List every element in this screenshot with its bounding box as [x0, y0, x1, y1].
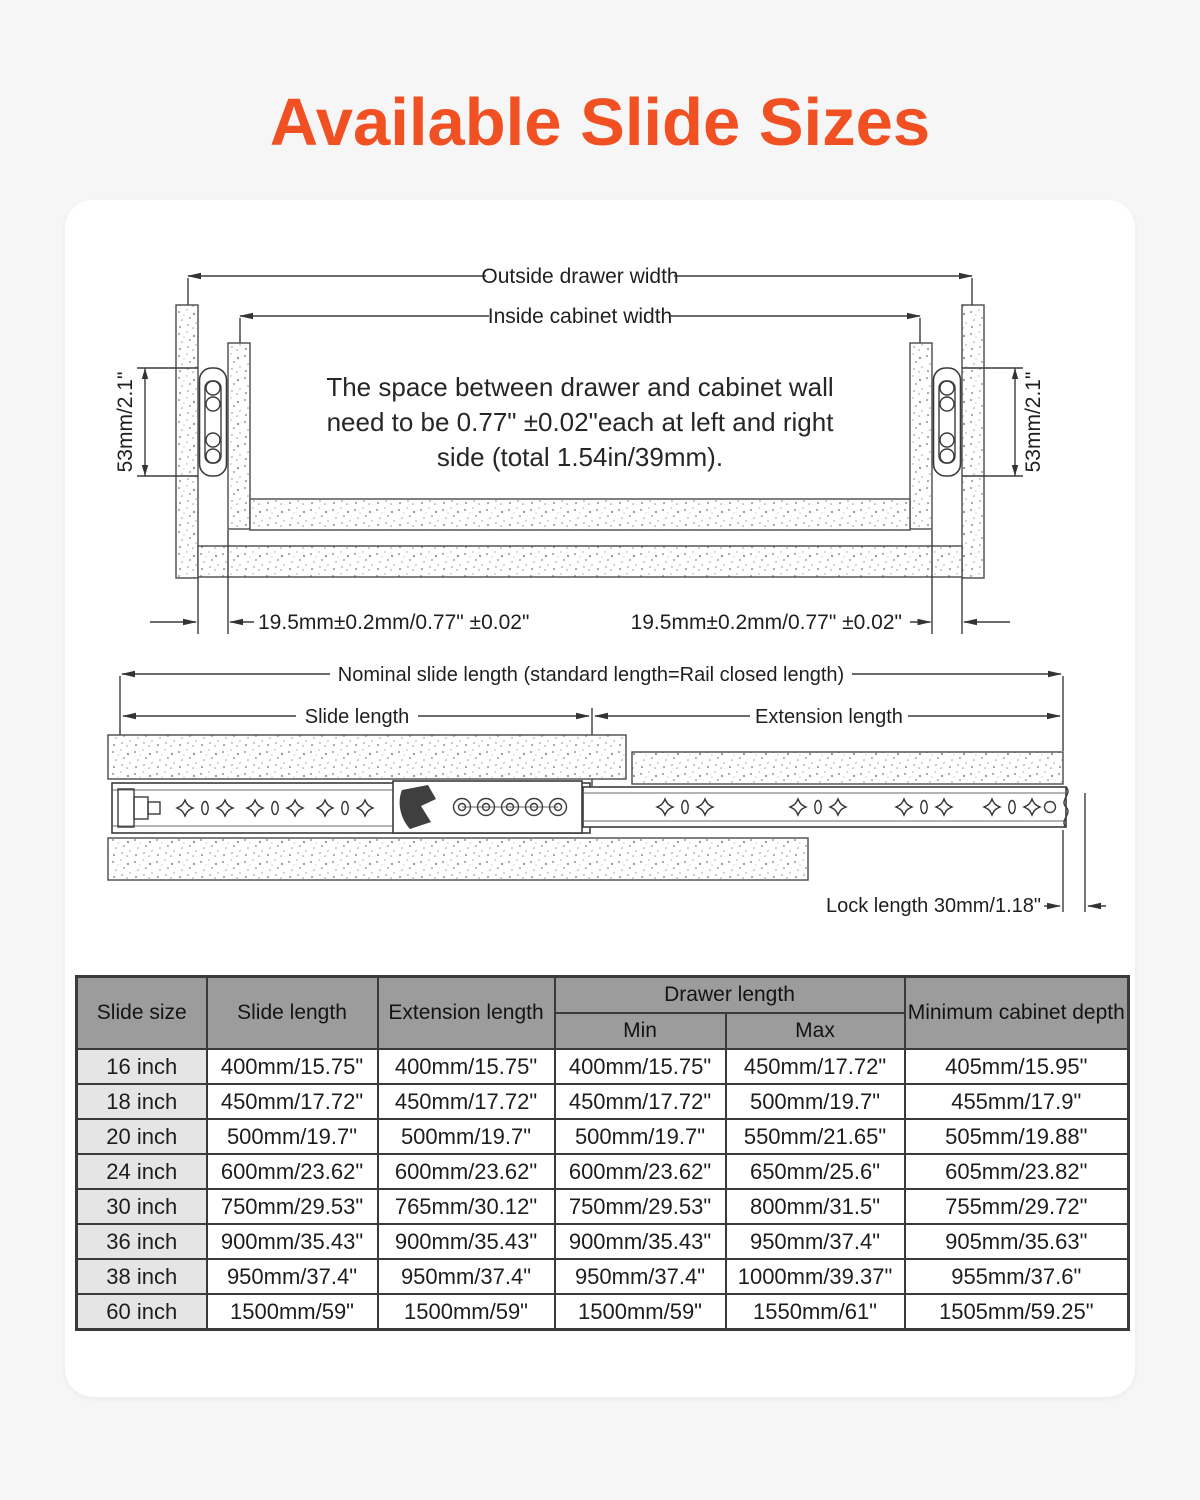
- bottom-clearance-left-label: 19.5mm±0.2mm/0.77" ±0.02": [258, 611, 530, 634]
- cell-drawer-min: 750mm/29.53": [555, 1189, 726, 1224]
- cell-cabinet-depth: 755mm/29.72": [905, 1189, 1129, 1224]
- dimension-inside-cabinet-width: [240, 305, 920, 344]
- cell-drawer-min: 450mm/17.72": [555, 1084, 726, 1119]
- cell-slide-size: 30 inch: [77, 1189, 207, 1224]
- cell-cabinet-depth: 405mm/15.95": [905, 1049, 1129, 1084]
- cell-drawer-min: 950mm/37.4": [555, 1259, 726, 1294]
- cell-extension-length: 900mm/35.43": [378, 1224, 555, 1259]
- slide-length-diagram: [65, 650, 1135, 940]
- cell-cabinet-depth: 505mm/19.88": [905, 1119, 1129, 1154]
- cell-extension-length: 450mm/17.72": [378, 1084, 555, 1119]
- cell-slide-length: 750mm/29.53": [207, 1189, 378, 1224]
- cell-extension-length: 400mm/15.75": [378, 1049, 555, 1084]
- cell-extension-length: 500mm/19.7": [378, 1119, 555, 1154]
- outside-drawer-width-label: Outside drawer width: [481, 265, 679, 288]
- cell-extension-length: 950mm/37.4": [378, 1259, 555, 1294]
- cell-slide-length: 1500mm/59": [207, 1294, 378, 1330]
- cell-slide-length: 950mm/37.4": [207, 1259, 378, 1294]
- cell-slide-size: 36 inch: [77, 1224, 207, 1259]
- col-header-min: Min: [555, 1013, 726, 1049]
- cell-slide-length: 600mm/23.62": [207, 1154, 378, 1189]
- lock-length-label: Lock length 30mm/1.18": [826, 895, 1041, 917]
- table-row: [77, 1119, 1129, 1154]
- cell-extension-length: 600mm/23.62": [378, 1154, 555, 1189]
- cell-slide-size: 20 inch: [77, 1119, 207, 1154]
- cell-slide-size: 60 inch: [77, 1294, 207, 1330]
- cell-cabinet-depth: 905mm/35.63": [905, 1224, 1129, 1259]
- table-row: [77, 1049, 1129, 1084]
- cell-slide-size: 38 inch: [77, 1259, 207, 1294]
- slide-cross-section-left: [200, 368, 227, 476]
- cell-drawer-max: 800mm/31.5": [726, 1189, 905, 1224]
- cell-cabinet-depth: 1505mm/59.25": [905, 1294, 1129, 1330]
- cell-drawer-max: 1550mm/61": [726, 1294, 905, 1330]
- col-header-drawer-length: Drawer length: [555, 977, 905, 1014]
- cell-slide-length: 500mm/19.7": [207, 1119, 378, 1154]
- col-header-max: Max: [726, 1013, 905, 1049]
- table-row: [77, 1224, 1129, 1259]
- slide-rail-drawing: [112, 781, 1068, 833]
- col-header-min-cabinet-depth: Minimum cabinet depth: [905, 977, 1129, 1050]
- cell-slide-length: 400mm/15.75": [207, 1049, 378, 1084]
- col-header-slide-size: Slide size: [77, 977, 207, 1050]
- col-header-extension-length: Extension length: [378, 977, 555, 1050]
- slide-sizes-table: [75, 975, 1130, 1331]
- cell-slide-size: 16 inch: [77, 1049, 207, 1084]
- note-line-3: side (total 1.54in/39mm).: [436, 442, 724, 472]
- cell-drawer-min: 900mm/35.43": [555, 1224, 726, 1259]
- cell-drawer-max: 450mm/17.72": [726, 1049, 905, 1084]
- cell-slide-size: 18 inch: [77, 1084, 207, 1119]
- side-clearance-right-label: 53mm/2.1": [1022, 371, 1045, 473]
- cell-drawer-max: 650mm/25.6": [726, 1154, 905, 1189]
- table-row: [77, 1259, 1129, 1294]
- cell-slide-length: 900mm/35.43": [207, 1224, 378, 1259]
- cell-drawer-max: 950mm/37.4": [726, 1224, 905, 1259]
- nominal-length-label: Nominal slide length (standard length=Rail closed length): [337, 664, 845, 686]
- table-row: [77, 1294, 1129, 1330]
- table-row: [77, 1189, 1129, 1224]
- col-header-slide-length: Slide length: [207, 977, 378, 1050]
- extension-length-label: Extension length: [755, 706, 903, 728]
- note-line-1: The space between drawer and cabinet wall: [326, 372, 834, 402]
- dimension-outside-drawer-width: [188, 265, 972, 306]
- cell-cabinet-depth: 955mm/37.6": [905, 1259, 1129, 1294]
- cell-drawer-min: 400mm/15.75": [555, 1049, 726, 1084]
- bottom-clearance-right-label: 19.5mm±0.2mm/0.77" ±0.02": [630, 611, 902, 634]
- cell-drawer-max: 500mm/19.7": [726, 1084, 905, 1119]
- cell-drawer-min: 1500mm/59": [555, 1294, 726, 1330]
- cell-drawer-max: 550mm/21.65": [726, 1119, 905, 1154]
- dimension-slide-length: [123, 706, 589, 728]
- drawer-cross-section-diagram: [65, 240, 1135, 650]
- cell-drawer-min: 600mm/23.62": [555, 1154, 726, 1189]
- table-header-row-1: [77, 977, 1129, 1014]
- cell-slide-length: 450mm/17.72": [207, 1084, 378, 1119]
- side-clearance-left-label: 53mm/2.1": [114, 371, 137, 473]
- note-line-2: need to be 0.77" ±0.02"each at left and right: [326, 407, 834, 437]
- cell-cabinet-depth: 455mm/17.9": [905, 1084, 1129, 1119]
- clearance-note: [326, 372, 834, 472]
- cell-drawer-min: 500mm/19.7": [555, 1119, 726, 1154]
- table-row: [77, 1154, 1129, 1189]
- slide-cross-section-right: [934, 368, 961, 476]
- table-row: [77, 1084, 1129, 1119]
- slide-length-label: Slide length: [304, 706, 410, 728]
- inside-cabinet-width-label: Inside cabinet width: [487, 305, 673, 328]
- page-title: Available Slide Sizes: [269, 85, 931, 160]
- cell-slide-size: 24 inch: [77, 1154, 207, 1189]
- content-card: [65, 200, 1135, 1397]
- cell-extension-length: 1500mm/59": [378, 1294, 555, 1330]
- cell-extension-length: 765mm/30.12": [378, 1189, 555, 1224]
- cell-cabinet-depth: 605mm/23.82": [905, 1154, 1129, 1189]
- cell-drawer-max: 1000mm/39.37": [726, 1259, 905, 1294]
